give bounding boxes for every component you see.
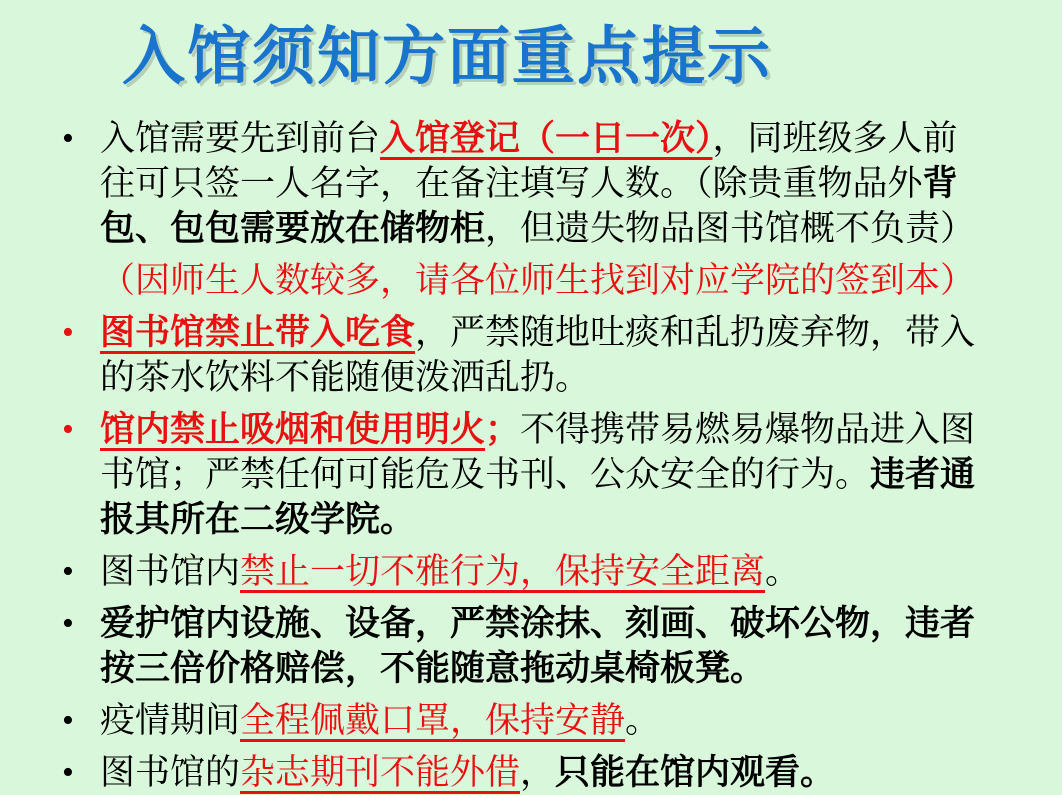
bullet-text <box>100 116 992 251</box>
text-segment: 禁止一切不雅行为，保持安全距离 <box>240 552 766 591</box>
bullet-marker: • <box>62 120 74 157</box>
bullet-list <box>58 116 1010 795</box>
bullet-text <box>100 601 992 691</box>
bullet-item <box>58 258 1010 303</box>
text-segment: ，但遗失物品图书馆概不负责） <box>485 209 976 248</box>
bullet-text <box>100 310 992 400</box>
text-segment: ； <box>485 410 521 449</box>
text-segment: 杂志期刊不能外借 <box>240 753 521 792</box>
text-segment: 只能在馆内观看。 <box>555 753 836 792</box>
bullet-item <box>58 549 1010 594</box>
bullet-text <box>100 407 992 542</box>
text-segment: 疫情期间 <box>100 701 241 740</box>
bullet-text <box>100 698 660 743</box>
text-segment: ， <box>520 753 556 792</box>
bullet-item <box>58 407 1010 542</box>
bullet-marker: • <box>62 605 74 642</box>
text-segment: ，严禁随地吐痰和乱扔废弃物，带入的茶水饮料不能随便泼洒乱扔。 <box>100 313 976 397</box>
bullet-marker: • <box>62 754 74 791</box>
bullet-item <box>58 601 1010 691</box>
text-segment: 爱护馆内设施、设备，严禁涂抹、刻画、破坏公物，违者按三倍价格赔偿，不能随意拖动桌椅板凳。 <box>100 604 976 688</box>
text-segment: 不得携带易燃易爆物品进入图书馆；严禁任何可能危及书刊、公众安全的行为。 <box>100 410 976 494</box>
bullet-marker: • <box>62 411 74 448</box>
bullet-marker: • <box>62 553 74 590</box>
bullet-item <box>58 310 1010 400</box>
bullet-marker: • <box>62 702 74 739</box>
bullet-text <box>100 549 800 594</box>
text-segment: 违者通报其所在二级学院。 <box>100 455 976 539</box>
text-segment: 馆内禁止吸烟和使用明火 <box>100 410 486 449</box>
text-segment: （因师生人数较多，请各位师生找到对应学院的签到本） <box>100 261 976 300</box>
bullet-item <box>58 698 1010 743</box>
bullet-item <box>58 116 1010 251</box>
slide-title: 入馆须知方面重点提示 <box>122 22 772 92</box>
text-segment: 入馆需要先到前台 <box>100 119 381 158</box>
text-segment: 入馆登记（一日一次） <box>380 119 713 158</box>
text-segment: 图书馆内 <box>100 552 241 591</box>
text-segment: 图书馆禁止带入吃食 <box>100 313 416 352</box>
text-segment: 。 <box>765 552 801 591</box>
bullet-item <box>58 750 1010 795</box>
bullet-text <box>100 750 835 795</box>
text-segment: 背包、包包需要放在储物柜 <box>100 164 958 248</box>
text-segment: 。 <box>625 701 661 740</box>
bullet-text <box>100 258 975 303</box>
text-segment: ，同班级多人前往可只签一人名字，在备注填写人数。（除贵重物品外 <box>100 119 958 203</box>
text-segment: 全程佩戴口罩，保持安静 <box>240 701 626 740</box>
text-segment: 图书馆的 <box>100 753 241 792</box>
bullet-marker: • <box>62 314 74 351</box>
